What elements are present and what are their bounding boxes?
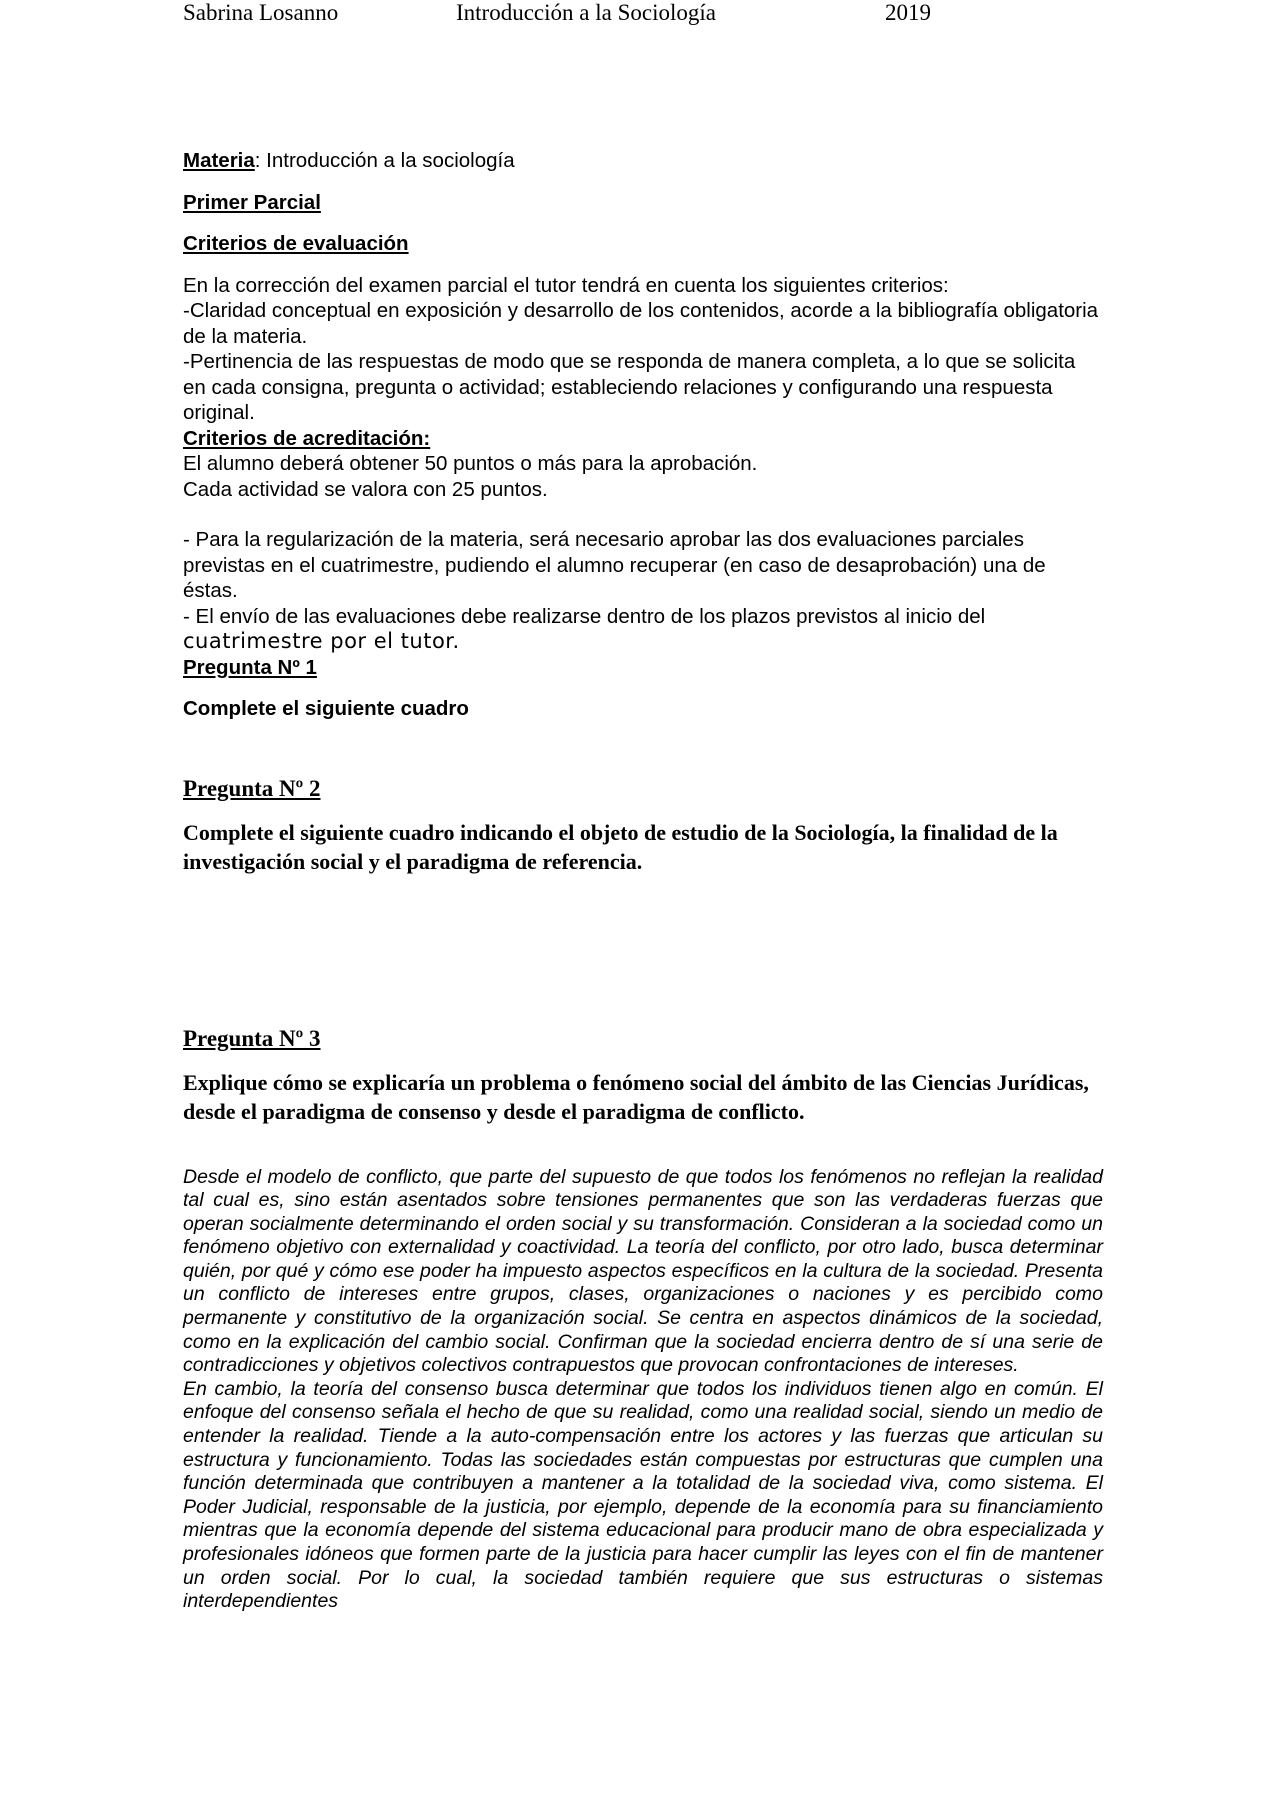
criterios-acreditacion-line: El alumno deberá obtener 50 puntos o más para la aprobación. xyxy=(183,452,758,475)
criterios-evaluacion-title: Criterios de evaluación xyxy=(183,232,409,255)
document-body xyxy=(183,148,1103,1614)
q1-title: Pregunta Nº 1 xyxy=(183,655,317,679)
materia-value: : Introducción a la sociología xyxy=(254,149,515,172)
page-header xyxy=(183,0,953,30)
header-author: Sabrina Losanno xyxy=(183,0,339,25)
q3-answer-paragraph: Desde el modelo de conflicto, que parte del supuesto de que todos los fenómenos no reflejan la realidad tal cual es, sino están asentados sobre tensiones permanentes que son las verdaderas fuerzas que operan socialmente determinando el orden social y su transformación. Consideran a la sociedad como un fenómeno objetivo con externalidad y coactividad. La teoría del conflicto, por otro lado, busca determinar quién, por qué y cómo ese poder ha impuesto aspectos específicos en la cultura de la sociedad. Presenta un conflicto de intereses entre grupos, clases, organizaciones o naciones y es percibido como permanente y constitutivo de la organización social. Se centra en aspectos dinámicos de la sociedad, como en la explicación del cambio social. Confirman que la sociedad encierra dentro de sí una serie de contradicciones y objetivos colectivos contrapuestos que provocan confrontaciones de intereses. xyxy=(183,1165,1103,1377)
materia-label: Materia xyxy=(183,149,255,172)
q3-answer xyxy=(183,1166,1103,1614)
criterios-evaluacion-line: -Pertinencia de las respuestas de modo que se responda de manera completa, a lo que se solicita en cada consigna, pregunta o actividad; estableciendo relaciones y configurando una respuesta original. xyxy=(183,350,1076,424)
materia-line xyxy=(183,148,1103,174)
q3-answer-paragraph: En cambio, la teoría del consenso busca determinar que todos los individuos tienen algo en común. El enfoque del consenso señala el hecho de que su realidad, como una realidad social, siendo un medio de entender la realidad. Tiende a la auto-compensación entre los actores y las fuerzas que articulan su estructura y funcionamiento. Todas las sociedades están compuestas por estructuras que cumplen una función determinada que contribuyen a mantener a la totalidad de la sociedad viva, como sistema. El Poder Judicial, responsable de la justicia, por ejemplo, depende de la economía para su financiamiento mientras que la economía depende del sistema educacional para producir mano de obra especializada y profesionales idóneos que formen parte de la justicia para hacer cumplir las leyes con el fin de mantener un orden social. Por lo cual, la sociedad también requiere que sus estructuras o sistemas interdependientes xyxy=(183,1377,1103,1613)
q2-title: Pregunta Nº 2 xyxy=(183,775,321,801)
envio-text-start: - El envío de las evaluaciones debe realizarse dentro de los plazos previstos al inicio del xyxy=(183,604,986,628)
criterios-evaluacion-line: En la corrección del examen parcial el tutor tendrá en cuenta los siguientes criterios: xyxy=(183,273,949,297)
q1-text: Complete el siguiente cuadro xyxy=(183,697,469,720)
criterios-acreditacion-line: Cada actividad se valora con 25 puntos. xyxy=(183,477,548,501)
primer-parcial-title: Primer Parcial xyxy=(183,190,321,214)
q3-text: Explique cómo se explicaría un problema o fenómeno social del ámbito de las Ciencias Jurídicas, desde el paradigma de consenso y desde el paradigma de conflicto. xyxy=(183,1069,1089,1124)
criterios-evaluacion-line: -Claridad conceptual en exposición y desarrollo de los contenidos, acorde a la bibliografía obligatoria de la materia. xyxy=(183,299,1099,348)
header-course: Introducción a la Sociología xyxy=(456,0,716,25)
q2-text: Complete el siguiente cuadro indicando el objeto de estudio de la Sociología, la finalidad de la investigación social y el paradigma de referencia. xyxy=(183,819,1058,874)
regularizacion-text: - Para la regularización de la materia, será necesario aprobar las dos evaluaciones parciales previstas en el cuatrimestre, pudiendo el alumno recuperar (en caso de desaprobación) una de éstas. xyxy=(183,528,1046,602)
criterios-acreditacion-title: Criterios de acreditación: xyxy=(183,426,431,450)
envio-text-end: cuatrimestre por el tutor. xyxy=(183,629,460,653)
envio-text xyxy=(183,604,1103,655)
q3-title: Pregunta Nº 3 xyxy=(183,1025,321,1051)
header-year: 2019 xyxy=(885,0,931,25)
